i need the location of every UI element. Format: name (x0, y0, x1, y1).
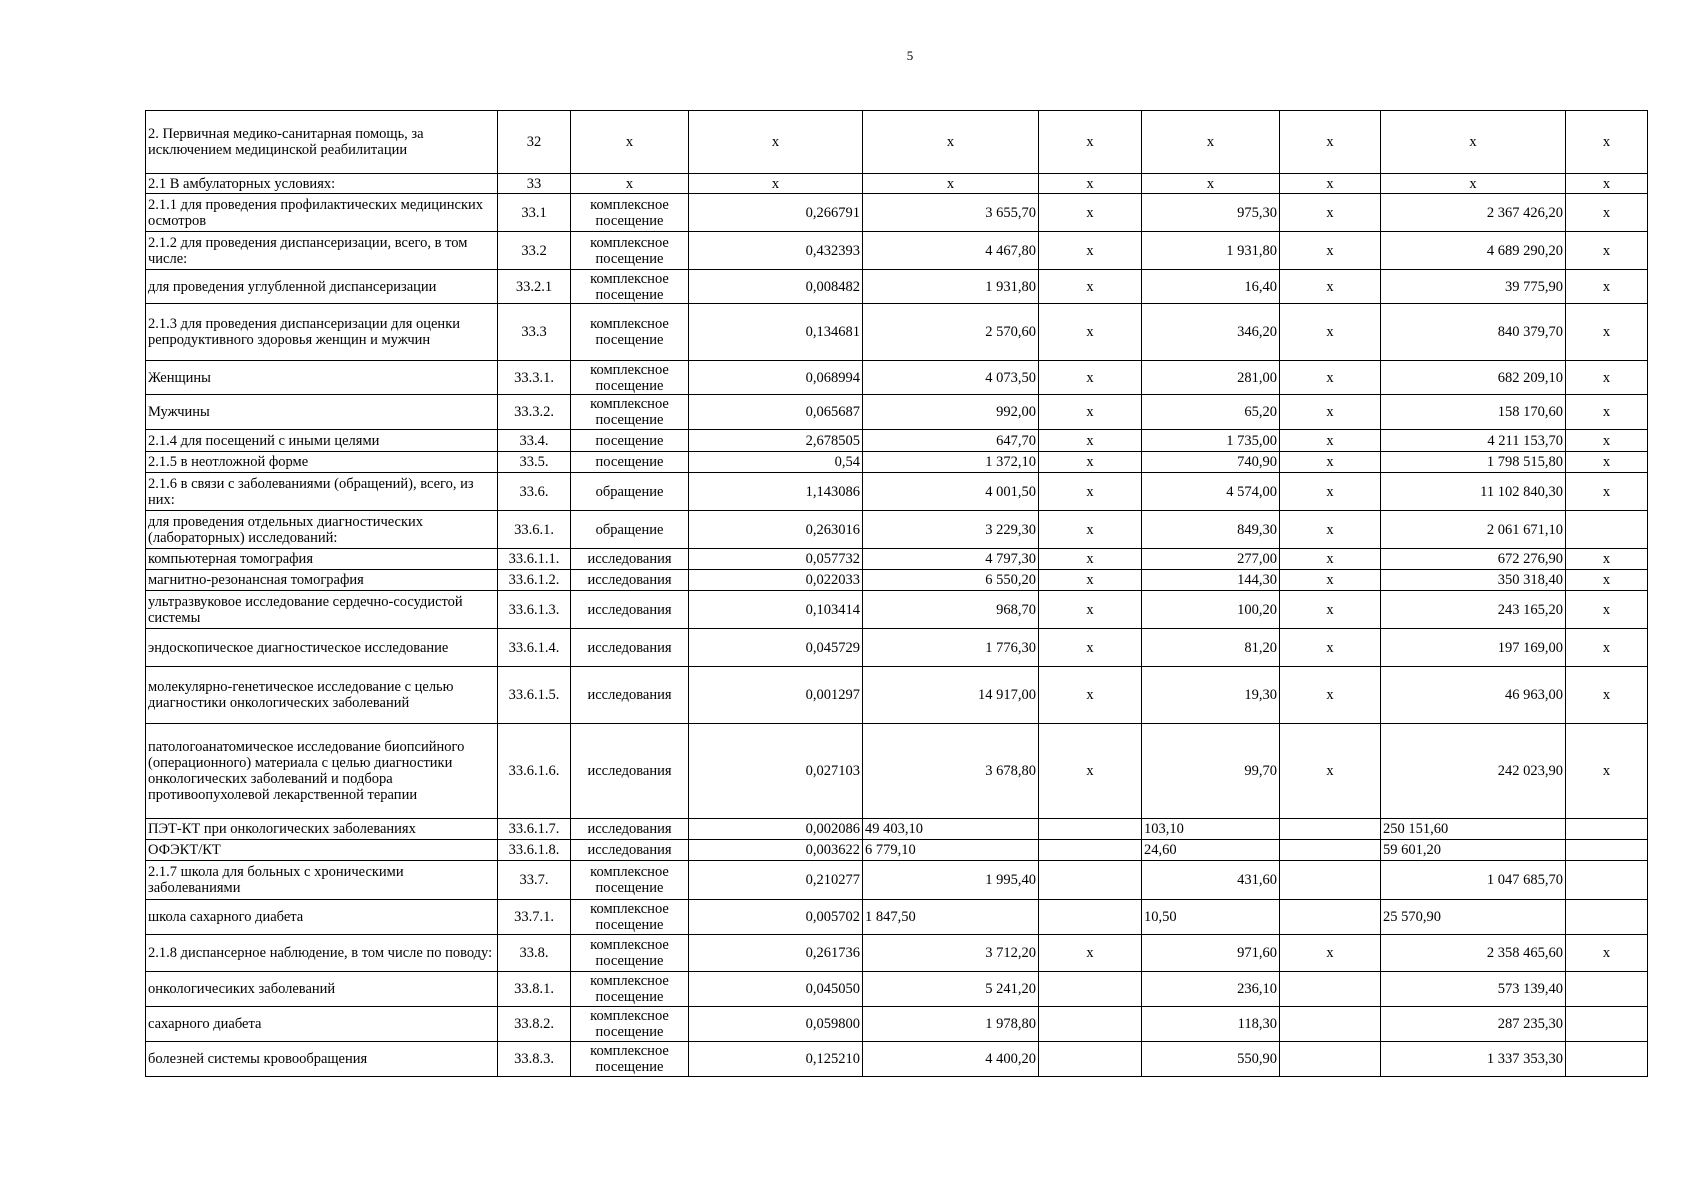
cell-c2: 2 570,60 (863, 304, 1039, 361)
cell-c3: х (1039, 304, 1142, 361)
cell-c2: 4 400,20 (863, 1042, 1039, 1077)
cell-c7: х (1566, 174, 1648, 194)
cell-c7: х (1566, 629, 1648, 667)
cell-c6: 350 318,40 (1381, 570, 1566, 591)
cell-c1: 0,068994 (689, 361, 863, 395)
row-unit: комплексное посещение (571, 304, 689, 361)
cell-c1: 0,103414 (689, 591, 863, 629)
cell-c2: х (863, 111, 1039, 174)
table-row (146, 473, 1648, 511)
row-name: для проведения отдельных диагностических (лабораторных) исследований: (146, 511, 498, 549)
cell-c1: 0,266791 (689, 194, 863, 232)
cell-c4: 550,90 (1142, 1042, 1280, 1077)
cell-c4: 1 735,00 (1142, 430, 1280, 452)
row-name: для проведения углубленной диспансеризации (146, 270, 498, 304)
row-code: 33.6.1.8. (498, 840, 571, 861)
cell-c7 (1566, 861, 1648, 900)
row-code: 33.6.1.3. (498, 591, 571, 629)
cell-c7: х (1566, 452, 1648, 473)
cell-c4: 431,60 (1142, 861, 1280, 900)
row-name: 2.1.3 для проведения диспансеризации для оценки репродуктивного здоровья женщин и мужчин (146, 304, 498, 361)
row-name: 2.1.7 школа для больных с хроническими заболеваниями (146, 861, 498, 900)
row-code: 33.8. (498, 935, 571, 972)
cell-c4: 10,50 (1142, 900, 1280, 935)
cell-c2: 1 931,80 (863, 270, 1039, 304)
table-row (146, 667, 1648, 724)
cell-c3: х (1039, 270, 1142, 304)
row-name: 2.1.4 для посещений с иными целями (146, 430, 498, 452)
cell-c6: 1 047 685,70 (1381, 861, 1566, 900)
cell-c7: х (1566, 232, 1648, 270)
row-unit: х (571, 111, 689, 174)
cell-c4: 740,90 (1142, 452, 1280, 473)
row-code: 33.8.1. (498, 972, 571, 1007)
cell-c3 (1039, 840, 1142, 861)
table-row (146, 900, 1648, 935)
cell-c6: 25 570,90 (1381, 900, 1566, 935)
row-unit: х (571, 174, 689, 194)
cell-c3: х (1039, 452, 1142, 473)
cell-c6: 250 151,60 (1381, 819, 1566, 840)
cell-c1: 0,001297 (689, 667, 863, 724)
row-name: 2.1 В амбулаторных условиях: (146, 174, 498, 194)
cell-c1: 0,263016 (689, 511, 863, 549)
cell-c1: 0,261736 (689, 935, 863, 972)
cell-c7: х (1566, 430, 1648, 452)
cell-c6: 4 211 153,70 (1381, 430, 1566, 452)
row-name: молекулярно-генетическое исследование с целью диагностики онкологических заболеваний (146, 667, 498, 724)
cell-c5 (1280, 972, 1381, 1007)
cell-c7 (1566, 511, 1648, 549)
row-code: 33.6. (498, 473, 571, 511)
cell-c4: 236,10 (1142, 972, 1280, 1007)
table-row (146, 395, 1648, 430)
cell-c6: 11 102 840,30 (1381, 473, 1566, 511)
page-number: 5 (906, 48, 914, 63)
cell-c7 (1566, 1042, 1648, 1077)
cell-c6: 2 061 671,10 (1381, 511, 1566, 549)
cell-c7: х (1566, 570, 1648, 591)
row-code: 33.3.2. (498, 395, 571, 430)
table-row (146, 972, 1648, 1007)
cell-c6: 197 169,00 (1381, 629, 1566, 667)
cell-c4: 103,10 (1142, 819, 1280, 840)
cell-c6: 287 235,30 (1381, 1007, 1566, 1042)
row-name: 2.1.6 в связи с заболеваниями (обращений), всего, из них: (146, 473, 498, 511)
cell-c7: х (1566, 395, 1648, 430)
cell-c3 (1039, 819, 1142, 840)
cell-c3 (1039, 861, 1142, 900)
cell-c4: 24,60 (1142, 840, 1280, 861)
cell-c2: 647,70 (863, 430, 1039, 452)
cell-c1: 0,008482 (689, 270, 863, 304)
cell-c1: х (689, 174, 863, 194)
cell-c6: 39 775,90 (1381, 270, 1566, 304)
cell-c4: 849,30 (1142, 511, 1280, 549)
cell-c6: 1 337 353,30 (1381, 1042, 1566, 1077)
table-row (146, 819, 1648, 840)
cell-c6: 2 367 426,20 (1381, 194, 1566, 232)
cell-c2: 1 776,30 (863, 629, 1039, 667)
cell-c4: 118,30 (1142, 1007, 1280, 1042)
cell-c3: х (1039, 549, 1142, 570)
table-row (146, 194, 1648, 232)
row-name: ОФЭКТ/КТ (146, 840, 498, 861)
row-code: 33.6.1.6. (498, 724, 571, 819)
cell-c5: х (1280, 473, 1381, 511)
row-name: патологоанатомическое исследование биопсийного (операционного) материала с целью диагностики онкологических заболеваний и подбора противоопухолевой лекарственной терапии (146, 724, 498, 819)
cell-c3: х (1039, 511, 1142, 549)
row-unit: комплексное посещение (571, 861, 689, 900)
table-row (146, 232, 1648, 270)
cell-c2: 3 712,20 (863, 935, 1039, 972)
cell-c5: х (1280, 361, 1381, 395)
cell-c3: х (1039, 194, 1142, 232)
cell-c5 (1280, 1007, 1381, 1042)
cell-c3 (1039, 1042, 1142, 1077)
cell-c7: х (1566, 667, 1648, 724)
cell-c5: х (1280, 430, 1381, 452)
row-unit: комплексное посещение (571, 361, 689, 395)
cell-c4: 346,20 (1142, 304, 1280, 361)
cell-c6: 242 023,90 (1381, 724, 1566, 819)
cell-c1: 0,027103 (689, 724, 863, 819)
row-code: 33.6.1.5. (498, 667, 571, 724)
cell-c2: 3 655,70 (863, 194, 1039, 232)
cell-c6: 158 170,60 (1381, 395, 1566, 430)
row-unit: исследования (571, 570, 689, 591)
cell-c2: 4 073,50 (863, 361, 1039, 395)
cell-c7 (1566, 819, 1648, 840)
cell-c4: 19,30 (1142, 667, 1280, 724)
row-unit: комплексное посещение (571, 972, 689, 1007)
table-row (146, 270, 1648, 304)
cell-c2: 49 403,10 (863, 819, 1039, 840)
cell-c7: х (1566, 591, 1648, 629)
row-unit: исследования (571, 819, 689, 840)
row-unit: исследования (571, 667, 689, 724)
table-row (146, 430, 1648, 452)
table-row (146, 570, 1648, 591)
cell-c2: х (863, 174, 1039, 194)
row-code: 33.2.1 (498, 270, 571, 304)
row-name: 2.1.8 диспансерное наблюдение, в том числе по поводу: (146, 935, 498, 972)
cell-c4: 81,20 (1142, 629, 1280, 667)
cell-c6: 840 379,70 (1381, 304, 1566, 361)
cell-c3 (1039, 972, 1142, 1007)
row-code: 33.6.1.2. (498, 570, 571, 591)
cell-c5: х (1280, 232, 1381, 270)
cell-c3 (1039, 900, 1142, 935)
cell-c1: 0,005702 (689, 900, 863, 935)
cell-c4: 971,60 (1142, 935, 1280, 972)
cell-c1: х (689, 111, 863, 174)
cell-c5: х (1280, 935, 1381, 972)
cell-c5: х (1280, 395, 1381, 430)
table-row (146, 629, 1648, 667)
cell-c6: 243 165,20 (1381, 591, 1566, 629)
cell-c1: 0,065687 (689, 395, 863, 430)
row-unit: комплексное посещение (571, 935, 689, 972)
cell-c7: х (1566, 304, 1648, 361)
data-table (145, 110, 1648, 1077)
cell-c2: 3 229,30 (863, 511, 1039, 549)
row-code: 33.1 (498, 194, 571, 232)
cell-c5: х (1280, 174, 1381, 194)
cell-c2: 4 001,50 (863, 473, 1039, 511)
cell-c5: х (1280, 452, 1381, 473)
row-code: 33.3.1. (498, 361, 571, 395)
cell-c5 (1280, 840, 1381, 861)
cell-c3: х (1039, 395, 1142, 430)
cell-c3: х (1039, 430, 1142, 452)
cell-c5: х (1280, 591, 1381, 629)
cell-c5 (1280, 900, 1381, 935)
row-code: 33.8.3. (498, 1042, 571, 1077)
cell-c2: 992,00 (863, 395, 1039, 430)
cell-c4: 975,30 (1142, 194, 1280, 232)
cell-c3: х (1039, 629, 1142, 667)
row-unit: исследования (571, 840, 689, 861)
row-name: 2.1.5 в неотложной форме (146, 452, 498, 473)
cell-c2: 1 847,50 (863, 900, 1039, 935)
row-code: 33.7. (498, 861, 571, 900)
cell-c2: 6 779,10 (863, 840, 1039, 861)
row-unit: комплексное посещение (571, 232, 689, 270)
cell-c3: х (1039, 232, 1142, 270)
table-row (146, 511, 1648, 549)
row-unit: посещение (571, 430, 689, 452)
row-name: Женщины (146, 361, 498, 395)
row-code: 33.3 (498, 304, 571, 361)
cell-c4: 281,00 (1142, 361, 1280, 395)
cell-c5: х (1280, 194, 1381, 232)
row-name: 2. Первичная медико-санитарная помощь, за исключением медицинской реабилитации (146, 111, 498, 174)
table-row (146, 111, 1648, 174)
table-row (146, 840, 1648, 861)
cell-c1: 0,045729 (689, 629, 863, 667)
row-name: онкологичесиких заболеваний (146, 972, 498, 1007)
row-name: болезней системы кровообращения (146, 1042, 498, 1077)
cell-c2: 3 678,80 (863, 724, 1039, 819)
row-name: магнитно-резонансная томография (146, 570, 498, 591)
row-code: 33.5. (498, 452, 571, 473)
row-name: школа сахарного диабета (146, 900, 498, 935)
cell-c2: 4 467,80 (863, 232, 1039, 270)
row-code: 33.6.1.1. (498, 549, 571, 570)
row-code: 33.6.1. (498, 511, 571, 549)
cell-c2: 968,70 (863, 591, 1039, 629)
cell-c2: 4 797,30 (863, 549, 1039, 570)
row-unit: исследования (571, 724, 689, 819)
table-row (146, 549, 1648, 570)
cell-c6: 59 601,20 (1381, 840, 1566, 861)
cell-c4: 99,70 (1142, 724, 1280, 819)
cell-c6: 682 209,10 (1381, 361, 1566, 395)
cell-c7: х (1566, 473, 1648, 511)
cell-c5: х (1280, 570, 1381, 591)
cell-c4: х (1142, 174, 1280, 194)
row-code: 33.4. (498, 430, 571, 452)
table-row (146, 304, 1648, 361)
row-name: компьютерная томография (146, 549, 498, 570)
cell-c5: х (1280, 629, 1381, 667)
cell-c4: 100,20 (1142, 591, 1280, 629)
cell-c6: 672 276,90 (1381, 549, 1566, 570)
cell-c2: 1 995,40 (863, 861, 1039, 900)
cell-c6: 4 689 290,20 (1381, 232, 1566, 270)
cell-c1: 0,210277 (689, 861, 863, 900)
table-row (146, 724, 1648, 819)
cell-c1: 0,003622 (689, 840, 863, 861)
cell-c6: 1 798 515,80 (1381, 452, 1566, 473)
cell-c3: х (1039, 570, 1142, 591)
cell-c5 (1280, 1042, 1381, 1077)
cell-c6: х (1381, 111, 1566, 174)
table-row (146, 591, 1648, 629)
row-unit: посещение (571, 452, 689, 473)
cell-c3: х (1039, 724, 1142, 819)
cell-c1: 0,54 (689, 452, 863, 473)
table-row (146, 1042, 1648, 1077)
cell-c1: 0,125210 (689, 1042, 863, 1077)
cell-c5: х (1280, 549, 1381, 570)
row-name: ультразвуковое исследование сердечно-сосудистой системы (146, 591, 498, 629)
cell-c6: х (1381, 174, 1566, 194)
cell-c6: 2 358 465,60 (1381, 935, 1566, 972)
cell-c4: 144,30 (1142, 570, 1280, 591)
row-code: 33.2 (498, 232, 571, 270)
cell-c6: 573 139,40 (1381, 972, 1566, 1007)
cell-c2: 1 372,10 (863, 452, 1039, 473)
cell-c2: 1 978,80 (863, 1007, 1039, 1042)
cell-c1: 0,022033 (689, 570, 863, 591)
cell-c1: 0,134681 (689, 304, 863, 361)
table-row (146, 361, 1648, 395)
row-unit: комплексное посещение (571, 395, 689, 430)
cell-c5: х (1280, 111, 1381, 174)
table-row (146, 861, 1648, 900)
cell-c1: 1,143086 (689, 473, 863, 511)
row-code: 33.6.1.4. (498, 629, 571, 667)
table-row (146, 935, 1648, 972)
cell-c5: х (1280, 270, 1381, 304)
row-unit: обращение (571, 511, 689, 549)
row-name: ПЭТ-КТ при онкологических заболеваниях (146, 819, 498, 840)
row-unit: исследования (571, 629, 689, 667)
cell-c3: х (1039, 591, 1142, 629)
cell-c1: 0,045050 (689, 972, 863, 1007)
cell-c1: 0,432393 (689, 232, 863, 270)
cell-c4: х (1142, 111, 1280, 174)
row-code: 32 (498, 111, 571, 174)
cell-c4: 1 931,80 (1142, 232, 1280, 270)
cell-c4: 65,20 (1142, 395, 1280, 430)
cell-c1: 0,057732 (689, 549, 863, 570)
cell-c3: х (1039, 111, 1142, 174)
cell-c5 (1280, 861, 1381, 900)
row-unit: комплексное посещение (571, 1042, 689, 1077)
cell-c4: 277,00 (1142, 549, 1280, 570)
row-name: эндоскопическое диагностическое исследование (146, 629, 498, 667)
row-unit: комплексное посещение (571, 900, 689, 935)
table-body (146, 111, 1648, 1077)
table-row (146, 1007, 1648, 1042)
cell-c3 (1039, 1007, 1142, 1042)
cell-c5: х (1280, 304, 1381, 361)
cell-c1: 2,678505 (689, 430, 863, 452)
cell-c7: х (1566, 194, 1648, 232)
row-code: 33 (498, 174, 571, 194)
cell-c1: 0,059800 (689, 1007, 863, 1042)
row-name: Мужчины (146, 395, 498, 430)
row-unit: комплексное посещение (571, 270, 689, 304)
row-name: сахарного диабета (146, 1007, 498, 1042)
row-name: 2.1.2 для проведения диспансеризации, всего, в том числе: (146, 232, 498, 270)
cell-c4: 16,40 (1142, 270, 1280, 304)
row-code: 33.7.1. (498, 900, 571, 935)
cell-c3: х (1039, 935, 1142, 972)
cell-c6: 46 963,00 (1381, 667, 1566, 724)
cell-c7 (1566, 900, 1648, 935)
cell-c2: 5 241,20 (863, 972, 1039, 1007)
row-code: 33.6.1.7. (498, 819, 571, 840)
cell-c4: 4 574,00 (1142, 473, 1280, 511)
cell-c7 (1566, 1007, 1648, 1042)
cell-c3: х (1039, 667, 1142, 724)
cell-c5 (1280, 819, 1381, 840)
cell-c7 (1566, 840, 1648, 861)
cell-c7: х (1566, 361, 1648, 395)
cell-c7: х (1566, 111, 1648, 174)
cell-c7: х (1566, 935, 1648, 972)
cell-c3: х (1039, 473, 1142, 511)
cell-c7 (1566, 972, 1648, 1007)
row-unit: исследования (571, 591, 689, 629)
cell-c1: 0,002086 (689, 819, 863, 840)
cell-c7: х (1566, 549, 1648, 570)
cell-c2: 14 917,00 (863, 667, 1039, 724)
cell-c3: х (1039, 174, 1142, 194)
row-unit: комплексное посещение (571, 194, 689, 232)
cell-c7: х (1566, 270, 1648, 304)
row-code: 33.8.2. (498, 1007, 571, 1042)
table-row (146, 174, 1648, 194)
cell-c5: х (1280, 724, 1381, 819)
row-name: 2.1.1 для проведения профилактических медицинских осмотров (146, 194, 498, 232)
cell-c5: х (1280, 667, 1381, 724)
row-unit: исследования (571, 549, 689, 570)
row-unit: обращение (571, 473, 689, 511)
cell-c5: х (1280, 511, 1381, 549)
row-unit: комплексное посещение (571, 1007, 689, 1042)
table-row (146, 452, 1648, 473)
cell-c2: 6 550,20 (863, 570, 1039, 591)
cell-c3: х (1039, 361, 1142, 395)
cell-c7: х (1566, 724, 1648, 819)
